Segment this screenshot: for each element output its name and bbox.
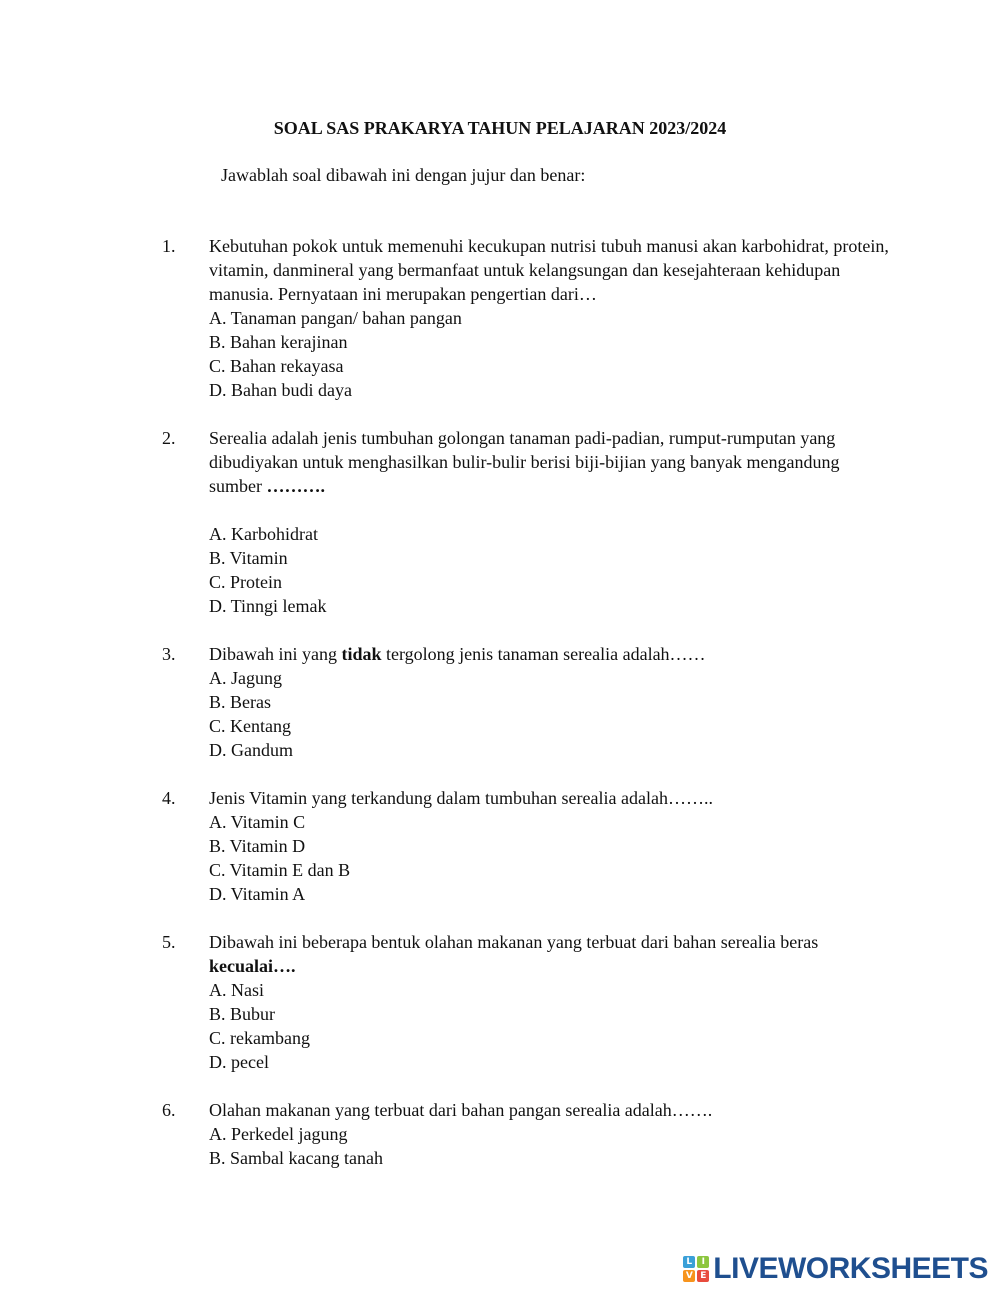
question-text-main: Serealia adalah jenis tumbuhan golongan tanaman padi-padian, rumput-rumputan yang dibudiyakan untuk menghasilkan bulir-bulir berisi biji-bijian yang banyak mengandung sumber — [209, 428, 840, 496]
question-text: Kebutuhan pokok untuk memenuhi kecukupan nutrisi tubuh manusi akan karbohidrat, protein, vitamin, danmineral yang bermanfaat untuk kelangsungan dan kesejahteraan kehidupan manusia. Pernyataan ini merupakan pengertian dari… — [209, 236, 889, 304]
question-text-emphasis: tidak — [341, 644, 382, 664]
option-a[interactable]: A. Nasi — [209, 980, 264, 1000]
question-text-start: Dibawah ini yang — [209, 644, 342, 664]
question-number: 5. — [162, 932, 176, 952]
question-6 — [162, 1098, 892, 1170]
question-4 — [162, 786, 892, 906]
option-b[interactable]: B. Bubur — [209, 1004, 276, 1024]
option-d[interactable]: D. pecel — [209, 1052, 269, 1072]
instruction-text: Jawablah soal dibawah ini dengan jujur dan benar: — [221, 165, 586, 185]
question-5 — [162, 930, 892, 1074]
question-3 — [162, 642, 892, 762]
option-c[interactable]: C. Bahan rekayasa — [209, 356, 344, 376]
question-2 — [162, 426, 892, 618]
question-number: 4. — [162, 788, 176, 808]
question-text-blank: ………. — [266, 476, 325, 496]
option-a[interactable]: A. Vitamin C — [209, 812, 306, 832]
question-text — [209, 930, 892, 978]
question-text: Olahan makanan yang terbuat dari bahan pangan serealia adalah……. — [209, 1100, 713, 1120]
question-1 — [162, 234, 892, 402]
question-number: 3. — [162, 644, 176, 664]
option-d[interactable]: D. Bahan budi daya — [209, 380, 352, 400]
option-a[interactable]: A. Jagung — [209, 668, 282, 688]
question-text — [209, 642, 892, 666]
question-text — [209, 426, 892, 498]
option-b[interactable]: B. Vitamin — [209, 548, 288, 568]
question-text-main: Dibawah ini beberapa bentuk olahan makanan yang terbuat dari bahan serealia beras — [209, 932, 819, 952]
question-text-emphasis: kecualai…. — [209, 956, 296, 976]
option-b[interactable]: B. Bahan kerajinan — [209, 332, 348, 352]
question-number: 6. — [162, 1100, 176, 1120]
option-b[interactable]: B. Beras — [209, 692, 271, 712]
option-d[interactable]: D. Tinngi lemak — [209, 596, 327, 616]
logo-letter: I — [697, 1256, 709, 1268]
question-number: 2. — [162, 428, 176, 448]
option-a[interactable]: A. Tanaman pangan/ bahan pangan — [209, 308, 462, 328]
logo-text: LIVEWORKSHEETS — [713, 1252, 988, 1285]
logo-icon — [683, 1256, 709, 1282]
question-text-end: tergolong jenis tanaman serealia adalah…… — [381, 644, 706, 664]
logo-letter: L — [683, 1256, 695, 1268]
question-list — [162, 234, 892, 1194]
option-a[interactable]: A. Karbohidrat — [209, 524, 318, 544]
logo-letter: E — [697, 1270, 709, 1282]
question-number: 1. — [162, 236, 176, 256]
option-d[interactable]: D. Vitamin A — [209, 884, 306, 904]
worksheet-title: SOAL SAS PRAKARYA TAHUN PELAJARAN 2023/2024 — [273, 118, 727, 138]
option-b[interactable]: B. Sambal kacang tanah — [209, 1148, 383, 1168]
question-text: Jenis Vitamin yang terkandung dalam tumbuhan serealia adalah…….. — [209, 788, 713, 808]
option-c[interactable]: C. Vitamin E dan B — [209, 860, 351, 880]
liveworksheets-logo[interactable] — [683, 1252, 988, 1286]
option-d[interactable]: D. Gandum — [209, 740, 293, 760]
option-b[interactable]: B. Vitamin D — [209, 836, 306, 856]
option-c[interactable]: C. Kentang — [209, 716, 291, 736]
option-c[interactable]: C. Protein — [209, 572, 283, 592]
spacer — [209, 498, 892, 522]
option-a[interactable]: A. Perkedel jagung — [209, 1124, 348, 1144]
logo-letter: V — [683, 1270, 695, 1282]
option-c[interactable]: C. rekambang — [209, 1028, 310, 1048]
